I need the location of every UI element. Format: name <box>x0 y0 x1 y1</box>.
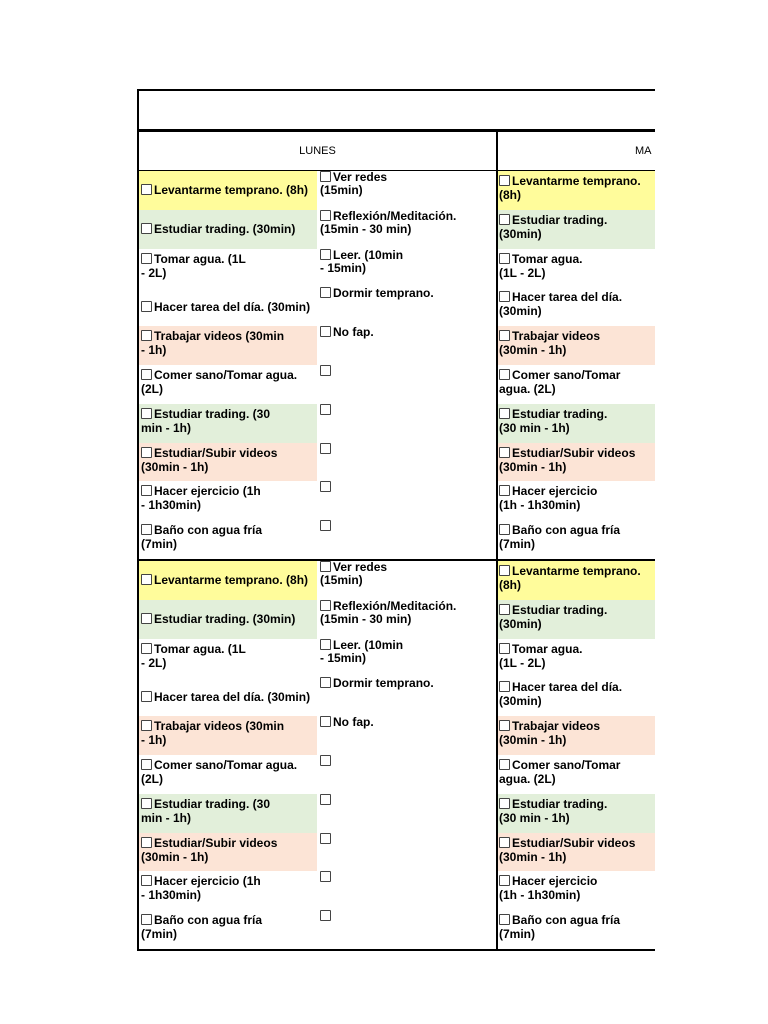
lunes-task-cell <box>139 561 317 600</box>
extra-task-cell <box>317 600 495 639</box>
task-label: Estudiar trading. (30 <box>154 406 271 421</box>
task-label: Comer sano/Tomar <box>512 367 621 382</box>
task-checkbox[interactable] <box>499 875 510 886</box>
lunes-task-cell <box>139 833 317 872</box>
task-label: Trabajar videos (30min <box>154 719 285 734</box>
extra-task-label: No fap. <box>333 716 374 730</box>
task-checkbox[interactable] <box>499 330 510 341</box>
extra-task-label: Ver redes <box>333 171 388 184</box>
task-label-continued: (1h - 1h30min) <box>499 498 581 513</box>
table-row <box>139 287 655 326</box>
lunes-task-cell <box>139 287 317 326</box>
table-row <box>139 561 655 600</box>
task-label: Estudiar trading. (30min) <box>154 222 296 237</box>
task-checkbox[interactable] <box>499 759 510 770</box>
extra-task-cell <box>317 833 495 872</box>
task-checkbox[interactable] <box>320 755 331 766</box>
task-label-continued: - 1h) <box>141 343 167 358</box>
task-label-continued: (7min) <box>499 537 535 552</box>
task-label-continued: - 1h) <box>141 733 167 748</box>
task-label-continued: (7min) <box>499 927 535 942</box>
task-label-continued: (30min - 1h) <box>499 459 567 474</box>
task-label: Levantarme temprano. <box>512 174 641 188</box>
table-row <box>139 481 655 520</box>
task-label-continued: (2L) <box>141 381 163 396</box>
task-checkbox[interactable] <box>499 369 510 380</box>
week-block <box>139 561 655 951</box>
extra-task-cell <box>317 404 495 443</box>
task-checkbox[interactable] <box>141 720 152 731</box>
task-checkbox[interactable] <box>141 369 152 380</box>
extra-task-cell <box>317 210 495 249</box>
extra-task-cell <box>317 910 495 949</box>
task-label-continued: (30 min - 1h) <box>499 420 570 435</box>
extra-task-cell <box>317 287 495 326</box>
martes-task-cell <box>497 365 655 404</box>
task-label: Hacer tarea del día. (30min) <box>154 299 311 314</box>
task-label: Levantarme temprano. (8h) <box>154 183 309 198</box>
task-checkbox[interactable] <box>141 301 152 312</box>
task-checkbox[interactable] <box>499 565 510 576</box>
task-label: Trabajar videos <box>512 719 601 734</box>
task-label-continued: (2L) <box>141 771 163 786</box>
task-label-continued: (30min - 1h) <box>499 343 567 358</box>
martes-task-cell <box>497 481 655 520</box>
task-label: Tomar agua. <box>512 641 583 656</box>
task-label-continued: (30min - 1h) <box>499 849 567 864</box>
martes-task-cell <box>497 520 655 559</box>
table-row <box>139 716 655 755</box>
task-checkbox[interactable] <box>499 175 510 186</box>
extra-task-cell <box>317 639 495 678</box>
task-label: Estudiar trading. <box>512 406 608 421</box>
extra-task-cell <box>317 716 495 755</box>
task-checkbox[interactable] <box>320 639 331 650</box>
table-row <box>139 326 655 365</box>
task-label: Baño con agua fría <box>512 523 621 538</box>
task-checkbox[interactable] <box>320 794 331 805</box>
task-checkbox[interactable] <box>141 447 152 458</box>
lunes-task-cell <box>139 210 317 249</box>
task-checkbox[interactable] <box>141 485 152 496</box>
table-row <box>139 794 655 833</box>
task-checkbox[interactable] <box>320 326 331 337</box>
martes-task-cell <box>497 404 655 443</box>
extra-task-cell <box>317 365 495 404</box>
martes-task-cell <box>497 210 655 249</box>
lunes-task-cell <box>139 677 317 716</box>
task-label: Tomar agua. <box>512 251 583 266</box>
task-checkbox[interactable] <box>141 759 152 770</box>
task-checkbox[interactable] <box>141 691 152 702</box>
task-label: Estudiar trading. <box>512 796 608 811</box>
task-checkbox[interactable] <box>141 524 152 535</box>
extra-task-cell <box>317 249 495 288</box>
task-label: Estudiar trading. (30min) <box>154 612 296 627</box>
task-checkbox[interactable] <box>141 643 152 654</box>
table-row <box>139 910 655 949</box>
extra-task-label-continued: (15min) <box>320 183 363 197</box>
task-checkbox[interactable] <box>320 171 331 182</box>
task-checkbox[interactable] <box>499 798 510 809</box>
task-checkbox[interactable] <box>499 291 510 302</box>
task-label: Comer sano/Tomar agua. <box>154 367 298 382</box>
extra-task-cell <box>317 326 495 365</box>
title-row <box>139 91 655 132</box>
task-label: Hacer tarea del día. <box>512 290 623 305</box>
task-label-continued: - 2L) <box>141 265 167 280</box>
lunes-task-cell <box>139 481 317 520</box>
martes-task-cell <box>497 871 655 910</box>
task-checkbox[interactable] <box>320 481 331 492</box>
task-label-continued: (7min) <box>141 927 177 942</box>
martes-task-cell <box>497 716 655 755</box>
task-label: Estudiar/Subir videos <box>154 835 278 850</box>
extra-task-label: Dormir temprano. <box>333 677 434 691</box>
task-label: Estudiar/Subir videos <box>154 445 278 460</box>
task-label-continued: (8h) <box>499 188 521 202</box>
task-label-continued: - 1h30min) <box>141 498 202 513</box>
task-checkbox[interactable] <box>141 253 152 264</box>
task-label: Trabajar videos <box>512 329 601 344</box>
extra-task-cell <box>317 481 495 520</box>
martes-task-cell <box>497 639 655 678</box>
task-label-continued: (30min) <box>499 226 542 241</box>
martes-task-cell <box>497 326 655 365</box>
task-label: Tomar agua. (1L <box>154 251 246 266</box>
task-checkbox[interactable] <box>141 914 152 925</box>
task-label: Hacer ejercicio (1h <box>154 874 261 889</box>
extra-task-cell <box>317 561 495 600</box>
lunes-task-cell <box>139 171 317 210</box>
martes-task-cell <box>497 443 655 482</box>
lunes-task-cell <box>139 520 317 559</box>
martes-task-cell <box>497 677 655 716</box>
lunes-task-cell <box>139 365 317 404</box>
martes-task-cell <box>497 249 655 288</box>
task-label: Baño con agua fría <box>512 913 621 928</box>
task-label-continued: (7min) <box>141 537 177 552</box>
task-checkbox[interactable] <box>320 677 331 688</box>
extra-task-label: Dormir temprano. <box>333 287 434 301</box>
task-label: Estudiar trading. <box>512 602 608 617</box>
martes-task-cell <box>497 910 655 949</box>
extra-task-cell <box>317 755 495 794</box>
task-checkbox[interactable] <box>499 485 510 496</box>
task-checkbox[interactable] <box>320 249 331 260</box>
lunes-task-cell <box>139 794 317 833</box>
task-label: Comer sano/Tomar agua. <box>154 757 298 772</box>
extra-task-cell <box>317 443 495 482</box>
extra-task-cell <box>317 171 495 210</box>
task-checkbox[interactable] <box>499 604 510 615</box>
task-checkbox[interactable] <box>499 253 510 264</box>
table-row <box>139 171 655 210</box>
task-label: Comer sano/Tomar <box>512 757 621 772</box>
task-checkbox[interactable] <box>141 184 152 195</box>
task-checkbox[interactable] <box>320 910 331 921</box>
extra-task-label-continued: (15min - 30 min) <box>320 611 412 626</box>
extra-task-label: Reflexión/Meditación. <box>333 599 457 613</box>
task-label: Baño con agua fría <box>154 523 263 538</box>
task-checkbox[interactable] <box>141 408 152 419</box>
task-label: Hacer ejercicio <box>512 484 598 499</box>
extra-task-label: No fap. <box>333 326 374 340</box>
task-checkbox[interactable] <box>320 520 331 531</box>
header-martes: MA <box>635 145 652 157</box>
extra-task-label: Reflexión/Meditación. <box>333 209 457 223</box>
martes-task-cell <box>497 794 655 833</box>
task-label-continued: (1h - 1h30min) <box>499 888 581 903</box>
task-checkbox[interactable] <box>141 330 152 341</box>
task-checkbox[interactable] <box>499 837 510 848</box>
task-label-continued: (30min - 1h) <box>499 733 567 748</box>
task-label-continued: (30 min - 1h) <box>499 810 570 825</box>
lunes-task-cell <box>139 443 317 482</box>
task-label: Hacer tarea del día. (30min) <box>154 689 311 704</box>
task-label: Hacer ejercicio (1h <box>154 484 261 499</box>
header-lunes: LUNES <box>299 145 336 157</box>
task-label: Estudiar/Subir videos <box>512 445 636 460</box>
extra-task-label: Leer. (10min <box>333 638 404 652</box>
task-label-continued: agua. (2L) <box>499 771 556 786</box>
task-checkbox[interactable] <box>499 447 510 458</box>
task-label-continued: agua. (2L) <box>499 381 556 396</box>
lunes-task-cell <box>139 639 317 678</box>
task-label-continued: - 1h30min) <box>141 888 202 903</box>
task-checkbox[interactable] <box>320 404 331 415</box>
table-row <box>139 520 655 559</box>
task-label-continued: - 2L) <box>141 655 167 670</box>
column-divider <box>496 129 498 951</box>
task-label-continued: (30min - 1h) <box>141 849 209 864</box>
extra-task-label-continued: - 15min) <box>320 260 367 275</box>
extra-task-label: Ver redes <box>333 560 388 574</box>
task-checkbox[interactable] <box>320 210 331 221</box>
task-checkbox[interactable] <box>141 574 152 585</box>
task-checkbox[interactable] <box>141 613 152 624</box>
table-row <box>139 600 655 639</box>
extra-task-label-continued: (15min) <box>320 572 363 587</box>
table-row <box>139 210 655 249</box>
martes-task-cell <box>497 600 655 639</box>
task-checkbox[interactable] <box>320 871 331 882</box>
table-row <box>139 404 655 443</box>
lunes-task-cell <box>139 910 317 949</box>
task-checkbox[interactable] <box>320 365 331 376</box>
schedule-sheet <box>137 89 655 951</box>
lunes-task-cell <box>139 716 317 755</box>
task-label: Estudiar trading. (30 <box>154 796 271 811</box>
lunes-task-cell <box>139 600 317 639</box>
task-checkbox[interactable] <box>320 833 331 844</box>
task-label-continued: (8h) <box>499 577 521 592</box>
task-label: Estudiar/Subir videos <box>512 835 636 850</box>
task-checkbox[interactable] <box>141 798 152 809</box>
task-label-continued: (30min) <box>499 616 542 631</box>
task-checkbox[interactable] <box>499 408 510 419</box>
lunes-task-cell <box>139 755 317 794</box>
task-label: Hacer tarea del día. <box>512 680 623 695</box>
extra-task-label: Leer. (10min <box>333 248 404 262</box>
task-label: Hacer ejercicio <box>512 874 598 889</box>
task-checkbox[interactable] <box>141 875 152 886</box>
table-row <box>139 365 655 404</box>
table-row <box>139 639 655 678</box>
martes-task-cell <box>497 833 655 872</box>
table-row <box>139 677 655 716</box>
extra-task-cell <box>317 677 495 716</box>
task-label-continued: (1L - 2L) <box>499 265 546 280</box>
task-label: Levantarme temprano. (8h) <box>154 573 309 588</box>
lunes-task-cell <box>139 404 317 443</box>
task-checkbox[interactable] <box>320 287 331 298</box>
task-label: Tomar agua. (1L <box>154 641 246 656</box>
task-checkbox[interactable] <box>320 443 331 454</box>
martes-task-cell <box>497 755 655 794</box>
task-checkbox[interactable] <box>499 643 510 654</box>
task-checkbox[interactable] <box>320 716 331 727</box>
martes-task-cell <box>497 171 655 210</box>
task-label: Estudiar trading. <box>512 212 608 227</box>
task-checkbox[interactable] <box>499 720 510 731</box>
task-checkbox[interactable] <box>499 214 510 225</box>
extra-task-cell <box>317 794 495 833</box>
extra-task-label-continued: (15min - 30 min) <box>320 221 412 236</box>
extra-task-cell <box>317 871 495 910</box>
task-label-continued: (30min) <box>499 304 542 319</box>
task-checkbox[interactable] <box>141 223 152 234</box>
task-checkbox[interactable] <box>499 914 510 925</box>
martes-task-cell <box>497 561 655 600</box>
task-checkbox[interactable] <box>141 837 152 848</box>
week-blocks <box>139 171 655 951</box>
week-block <box>139 171 655 561</box>
task-label: Levantarme temprano. <box>512 563 641 578</box>
task-label-continued: (1L - 2L) <box>499 655 546 670</box>
task-checkbox[interactable] <box>499 681 510 692</box>
task-label: Trabajar videos (30min <box>154 329 285 344</box>
header-row <box>139 132 655 171</box>
task-label-continued: min - 1h) <box>141 420 191 435</box>
lunes-task-cell <box>139 871 317 910</box>
task-label-continued: (30min - 1h) <box>141 459 209 474</box>
task-checkbox[interactable] <box>320 600 331 611</box>
martes-task-cell <box>497 287 655 326</box>
extra-task-label-continued: - 15min) <box>320 650 367 665</box>
task-label-continued: min - 1h) <box>141 810 191 825</box>
task-checkbox[interactable] <box>499 524 510 535</box>
table-row <box>139 755 655 794</box>
task-label-continued: (30min) <box>499 694 542 709</box>
table-row <box>139 443 655 482</box>
lunes-task-cell <box>139 326 317 365</box>
table-row <box>139 833 655 872</box>
table-row <box>139 249 655 288</box>
table-row <box>139 871 655 910</box>
task-checkbox[interactable] <box>320 561 331 572</box>
lunes-task-cell <box>139 249 317 288</box>
task-label: Baño con agua fría <box>154 913 263 928</box>
extra-task-cell <box>317 520 495 559</box>
